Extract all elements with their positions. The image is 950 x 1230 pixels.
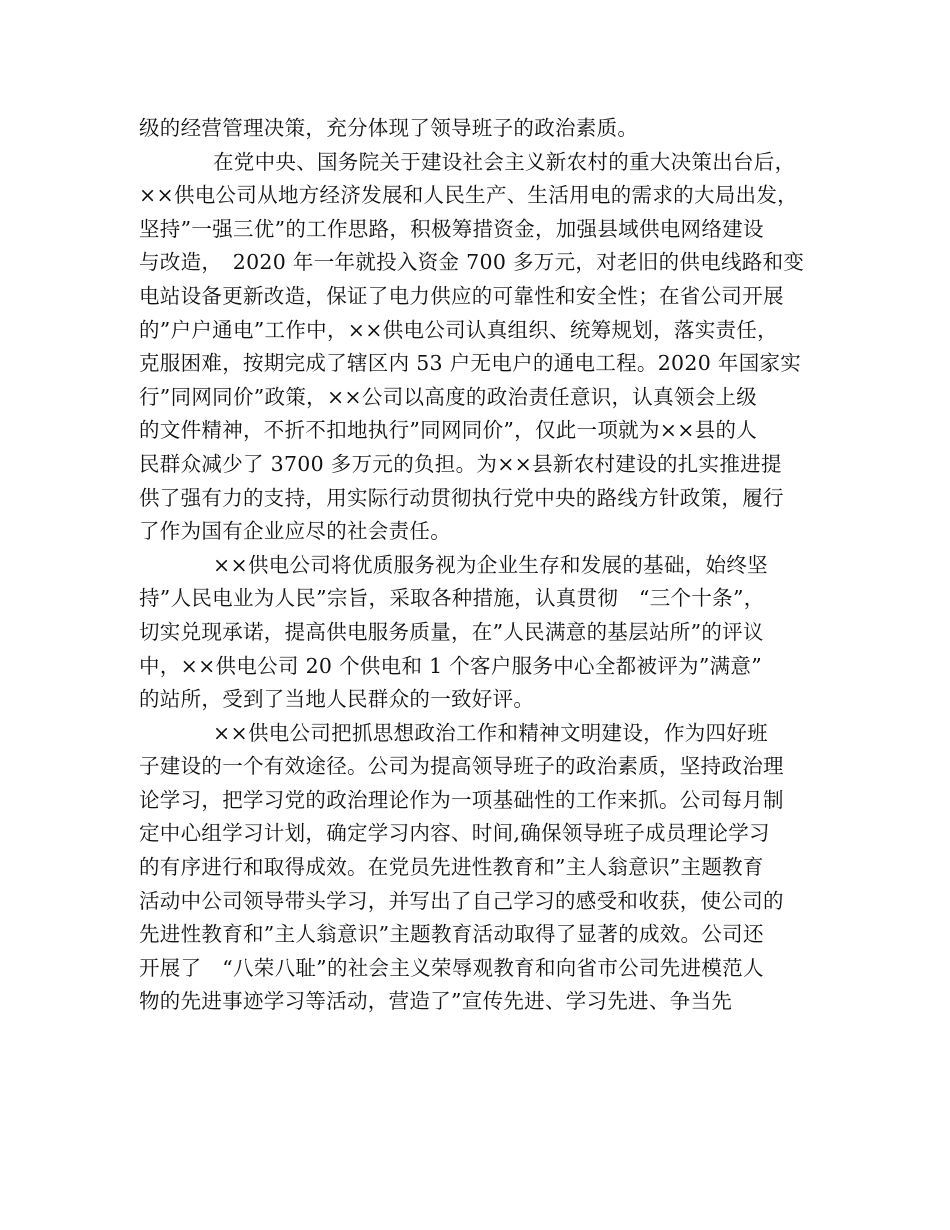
text-line: 民群众减少了 3700 多万元的负担。为××县新农村建设的扎实推进提 (139, 451, 782, 476)
text-line: 级的经营管理决策，充分体现了领导班子的政治素质。 (139, 116, 639, 140)
text-line: 论学习，把学习党的政治理论作为一项基础性的工作来抓。公司每月制 (139, 787, 784, 812)
text-line: 的站所，受到了当地人民群众的一致好评。 (139, 687, 535, 712)
text-line: 的文件精神，不折不扣地执行”同网同价”，仅此一项就为××县的人 (139, 418, 758, 443)
text-line: ××供电公司把抓思想政治工作和精神文明建设，作为四好班 (213, 720, 768, 745)
text-line: 活动中公司领导带头学习，并写出了自己学习的感受和收获，使公司的 (139, 888, 784, 913)
text-line: 供了强有力的支持，用实际行动贯彻执行党中央的路线方针政策，履行 (139, 485, 784, 510)
document-body (139, 112, 819, 1019)
paragraph-4 (139, 717, 819, 1019)
paragraph-1 (139, 112, 819, 146)
text-line: 开展了 “八荣八耻”的社会主义荣辱观教育和向省市公司先进模范人 (139, 955, 764, 980)
paragraph-3 (139, 549, 819, 717)
text-line: 与改造， 2020 年一年就投入资金 700 多万元，对老旧的供电线路和变 (139, 250, 805, 275)
text-line: 中，××供电公司 20 个供电和 1 个客户服务中心全都被评为”满意” (139, 653, 763, 678)
text-line: 在党中央、国务院关于建设社会主义新农村的重大决策出台后， (213, 149, 796, 174)
text-line: 物的先进事迹学习等活动，营造了”宣传先进、学习先进、争当先 (139, 989, 733, 1014)
text-line: 电站设备更新改造，保证了电力供应的可靠性和安全性；在省公司开展 (139, 283, 784, 308)
text-line: 子建设的一个有效途径。公司为提高领导班子的政治素质，坚持政治理 (139, 754, 784, 779)
text-line: ××供电公司将优质服务视为企业生存和发展的基础，始终坚 (213, 552, 768, 577)
text-line: 行”同网同价”政策，××公司以高度的政治责任意识，认真领会上级 (139, 384, 758, 409)
text-line: 坚持”一强三优”的工作思路，积极筹措资金，加强县域供电网络建设 (139, 216, 764, 241)
text-line: 先进性教育和”主人翁意识”主题教育活动取得了显著的成效。公司还 (139, 922, 764, 947)
paragraph-2 (139, 146, 819, 549)
text-line: 的有序进行和取得成效。在党员先进性教育和”主人翁意识”主题教育 (139, 855, 764, 880)
text-line: 切实兑现承诺，提高供电服务质量，在”人民满意的基层站所”的评议 (139, 619, 764, 644)
text-line: ××供电公司从地方经济发展和人民生产、生活用电的需求的大局出发， (139, 183, 798, 208)
text-line: 克服困难，按期完成了辖区内 53 户无电户的通电工程。2020 年国家实 (139, 351, 802, 376)
text-line: 持”人民电业为人民”宗旨，采取各种措施，认真贯彻 “三个十条”， (139, 586, 765, 611)
text-line: 了作为国有企业应尽的社会责任。 (139, 519, 451, 544)
text-line: 定中心组学习计划，确定学习内容、时间,确保领导班子成员理论学习 (139, 821, 770, 846)
text-line: 的”户户通电”工作中，××供电公司认真组织、统筹规划，落实责任， (139, 317, 778, 342)
